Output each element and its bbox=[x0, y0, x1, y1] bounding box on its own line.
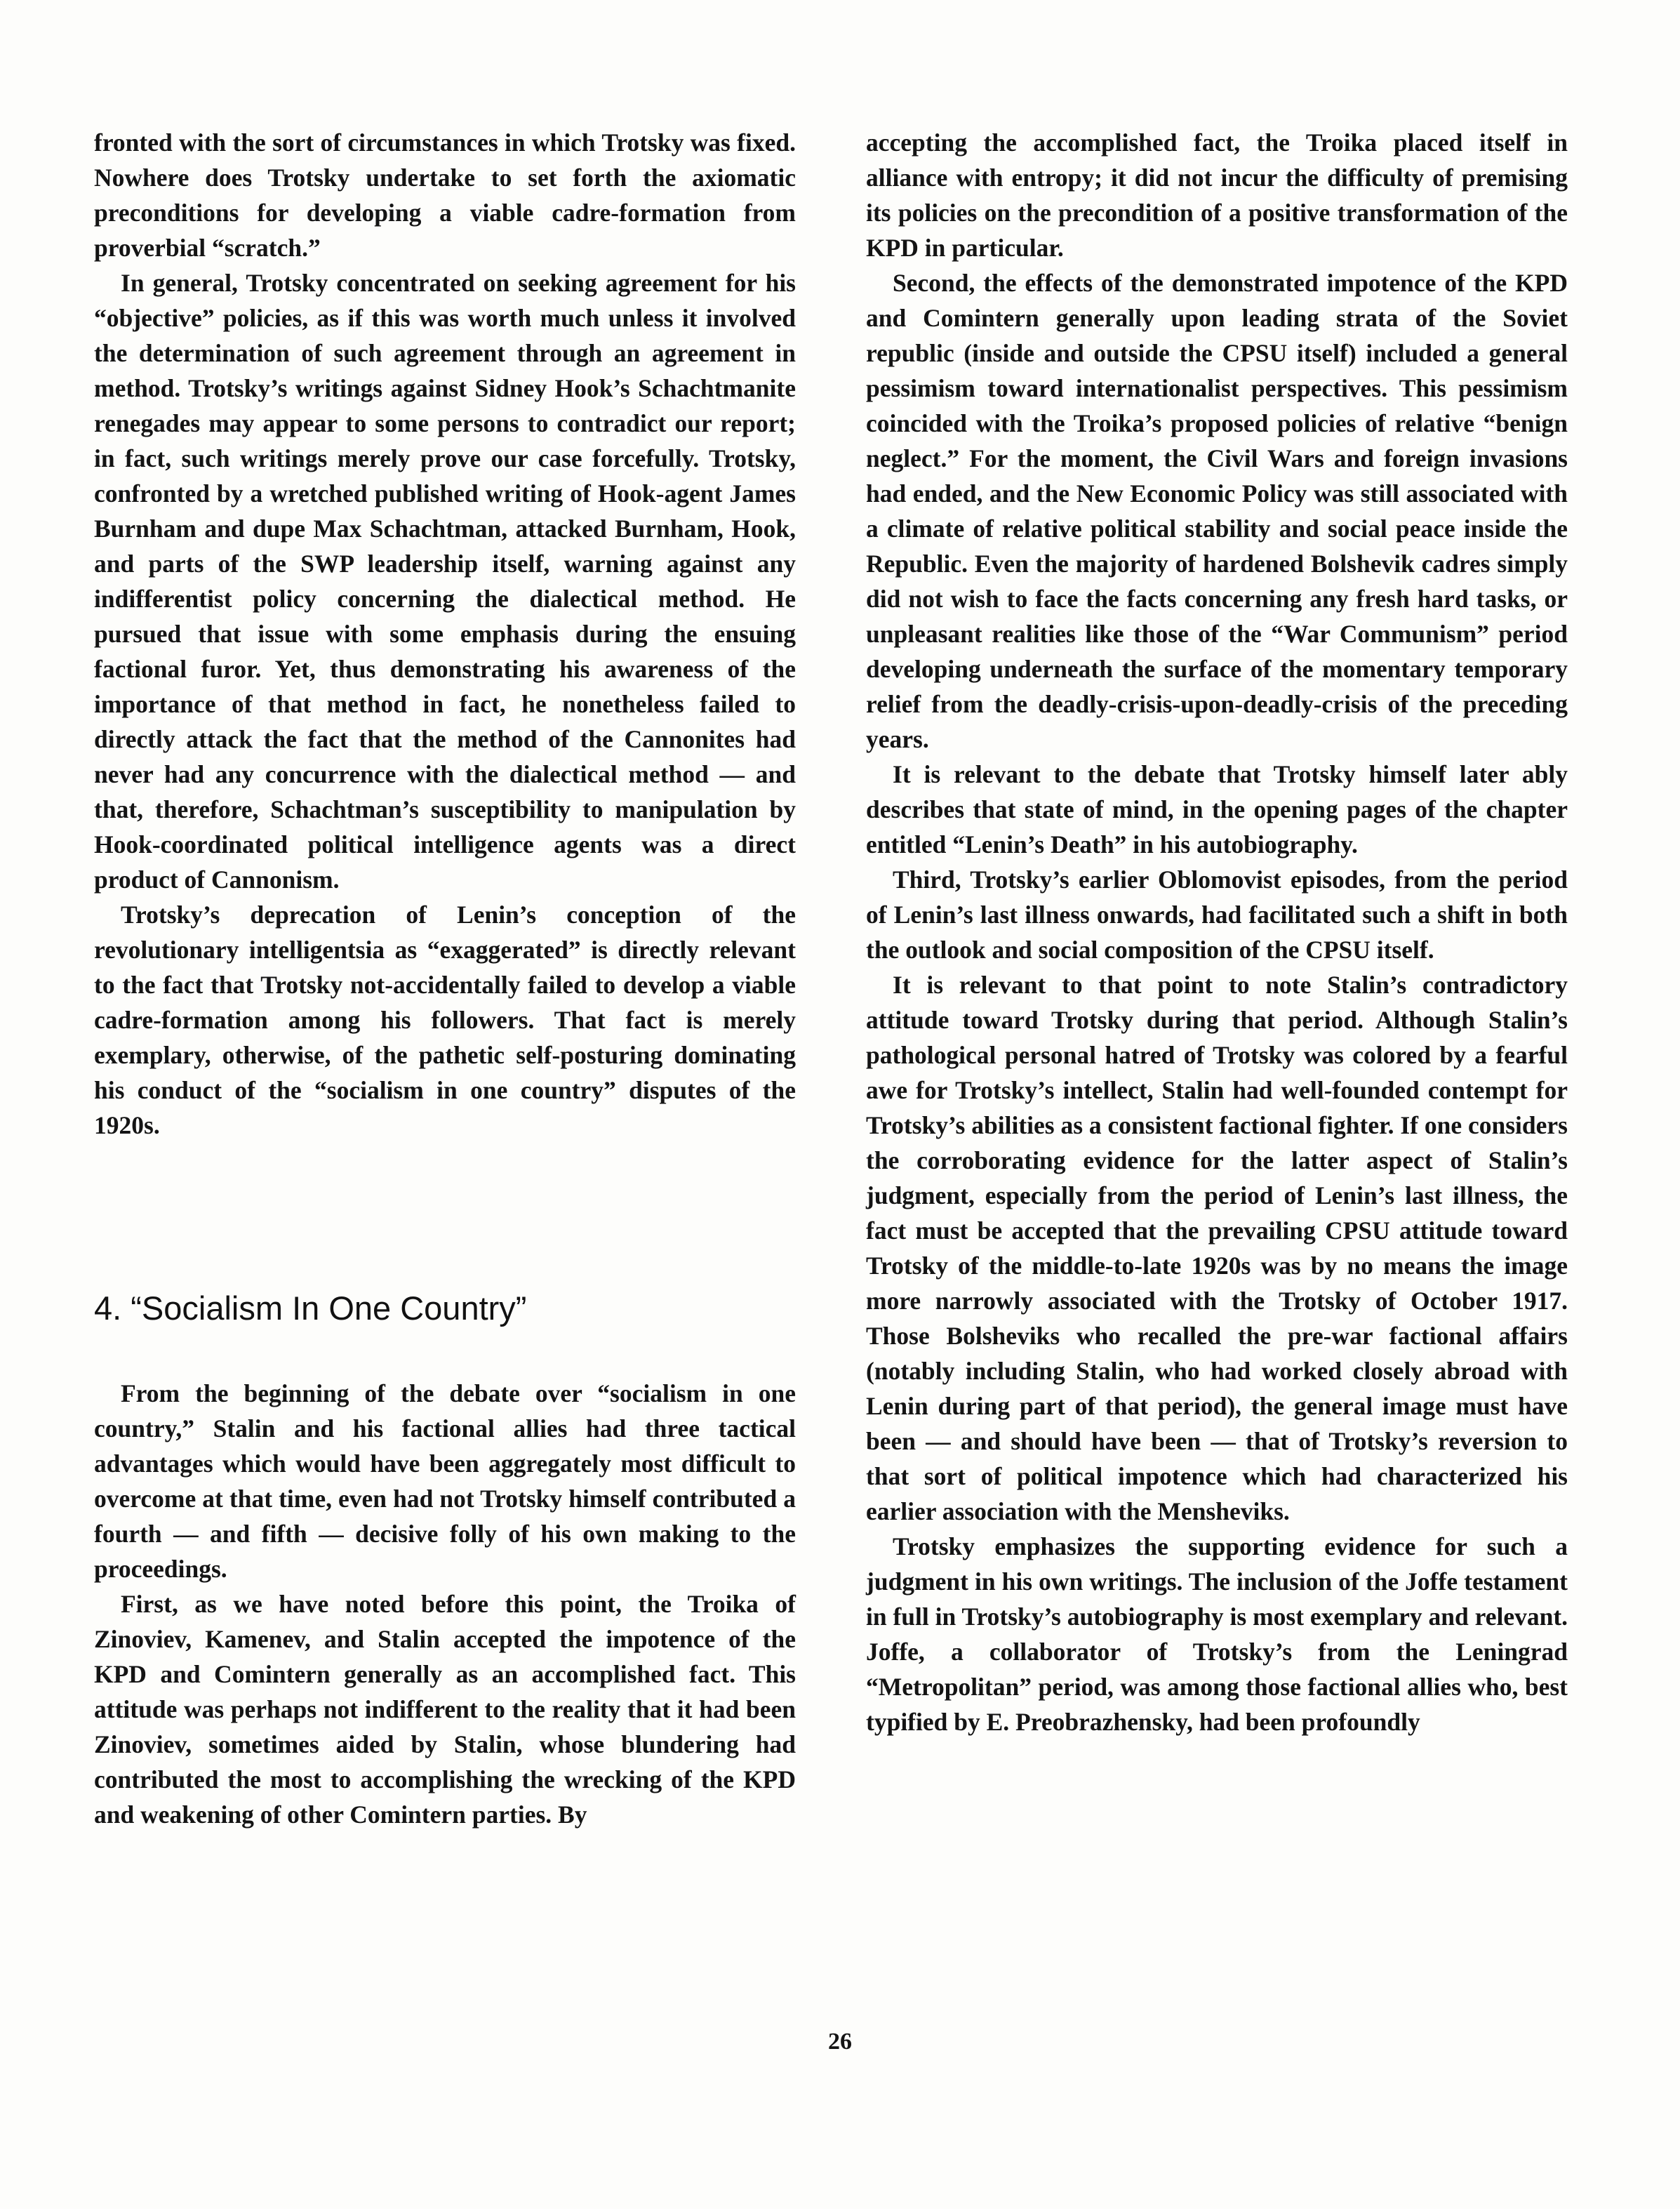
paragraph: From the beginning of the debate over “socialism in one country,” Stalin and his factional allies had three tactical advantages which would have been aggregately most difficult to overcome at that time, even had not Trotsky himself contributed a fourth — and fifth — decisive folly of his own making to the proceedings. bbox=[94, 1379, 796, 1583]
paragraph: fronted with the sort of circumstances in which Trotsky was fixed. Nowhere does Trotsky undertake to set forth the axiomatic preconditions for developing a viable cadre-formation from proverbial “scratch.” bbox=[94, 128, 796, 262]
paragraph: Trotsky’s deprecation of Lenin’s conception of the revolutionary intelligentsia as “exaggerated” is directly relevant to the fact that Trotsky not-accidentally failed to develop a viable cadre-formation among his followers. That fact is merely exemplary, otherwise, of the pathetic self-posturing dominating his conduct of the “socialism in one country” disputes of the 1920s. bbox=[94, 901, 796, 1139]
paragraph: In general, Trotsky concentrated on seeking agreement for his “objective” policies, as if this was worth much unless it involved the determination of such agreement through an agreement in method. Trotsky’s writings against Sidney Hook’s Schachtmanite renegades may appear to some persons to contradict our report; in fact, such writings merely prove our case forcefully. Trotsky, confronted by a wretched published writing of Hook-agent James Burnham and dupe Max Schachtman, attacked Burnham, Hook, and parts of the SWP leadership itself, warning against any indifferentist policy concerning the dialectical method. He pursued that issue with some emphasis during the ensuing factional furor. Yet, thus demonstrating his awareness of the importance of that method in fact, he nonetheless failed to directly attack the fact that the method of the Cannonites had never had any concurrence with the dialectical method — and that, therefore, Schachtman’s susceptibility to manipulation by Hook-coordinated political intelligence agents was a direct product of Cannonism. bbox=[94, 269, 796, 894]
page-number: 26 bbox=[828, 2029, 852, 2055]
left-column bbox=[94, 125, 796, 1832]
paragraph: It is relevant to the debate that Trotsky himself later ably describes that state of mind, in the opening pages of the chapter entitled “Lenin’s Death” in his autobiography. bbox=[866, 760, 1568, 858]
paragraph: Trotsky emphasizes the supporting evidence for such a judgment in his own writings. The inclusion of the Joffe testament in full in Trotsky’s autobiography is most exemplary and relevant. Joffe, a collaborator of Trotsky’s from the Leningrad “Metropolitan” period, was among those factional allies who, best typified by E. Preobrazhensky, had been profoundly bbox=[866, 1532, 1568, 1736]
paragraph: First, as we have noted before this point, the Troika of Zinoviev, Kamenev, and Stalin accepted the impotence of the KPD and Comintern generally as an accomplished fact. This attitude was perhaps not indifferent to the reality that it had been Zinoviev, sometimes aided by Stalin, whose blundering had contributed the most to accomplishing the wrecking of the KPD and weakening of other Comintern parties. By bbox=[94, 1590, 796, 1829]
paragraph: It is relevant to that point to note Stalin’s contradictory attitude toward Trotsky during that period. Although Stalin’s pathological personal hatred of Trotsky was colored by a fearful awe for Trotsky’s intellect, Stalin had well-founded contempt for Trotsky’s abilities as a consistent factional fighter. If one considers the corroborating evidence for the latter aspect of Stalin’s judgment, especially from the period of Lenin’s last illness, the fact must be accepted that the prevailing CPSU attitude toward Trotsky of the middle-to-late 1920s was by no means the image more narrowly associated with the Trotsky of October 1917. Those Bolsheviks who recalled the pre-war factional affairs (notably including Stalin, who had worked closely abroad with Lenin during part of that period), the general image must have been — and should have been — that of Trotsky’s reversion to that sort of political impotence which had characterized his earlier association with the Mensheviks. bbox=[866, 971, 1568, 1525]
paragraph: Third, Trotsky’s earlier Oblomovist episodes, from the period of Lenin’s last illness onwards, had facilitated such a shift in both the outlook and social composition of the CPSU itself. bbox=[866, 865, 1568, 964]
paragraph: accepting the accomplished fact, the Troika placed itself in alliance with entropy; it did not incur the difficulty of premising its policies on the precondition of a positive transformation of the KPD in particular. bbox=[866, 128, 1568, 262]
paragraph: Second, the effects of the demonstrated impotence of the KPD and Comintern generally upon leading strata of the Soviet republic (inside and outside the CPSU itself) included a general pessimism toward internationalist perspectives. This pessimism coincided with the Troika’s proposed policies of relative “benign neglect.” For the moment, the Civil Wars and foreign invasions had ended, and the New Economic Policy was still associated with a climate of relative political stability and social peace inside the Republic. Even the majority of hardened Bolshevik cadres simply did not wish to face the facts concerning any fresh hard tasks, or unpleasant realities like those of the “War Communism” period developing underneath the surface of the momentary temporary relief from the deadly-crisis-upon-deadly-crisis of the preceding years. bbox=[866, 269, 1568, 753]
section-heading: 4. “Socialism In One Country” bbox=[94, 1289, 527, 1327]
right-column bbox=[866, 125, 1568, 1739]
